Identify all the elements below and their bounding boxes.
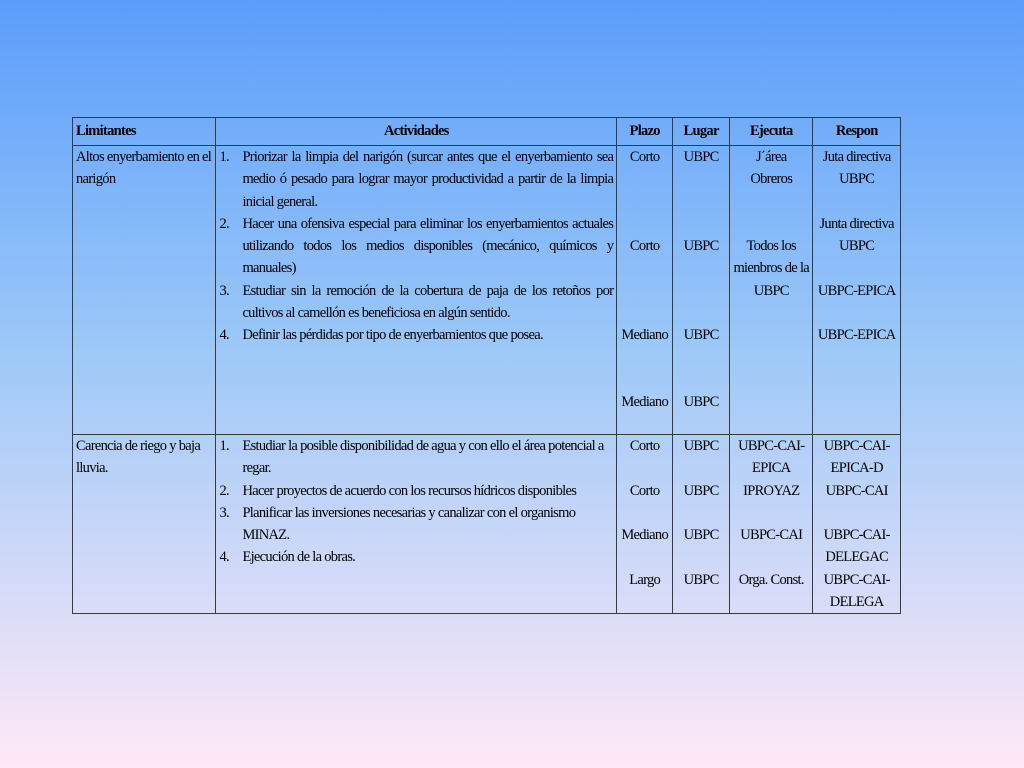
ejecuta-line: UBPC-CAI-	[738, 438, 805, 454]
lugar-line: UBPC	[683, 571, 719, 588]
actividades-cell	[216, 146, 617, 435]
activity-number: 3.	[219, 282, 229, 299]
respon-line: UBPC-CAI-	[823, 438, 890, 454]
activity-item	[219, 480, 613, 502]
table-row	[73, 435, 901, 614]
activity-item	[219, 146, 613, 213]
plazo-line	[620, 502, 669, 524]
lugar-line: UBPC	[683, 438, 719, 454]
respon-line	[816, 302, 897, 324]
lugar-line: UBPC	[683, 149, 719, 165]
respon-line: DELEGAC	[825, 549, 889, 566]
lugar-line	[676, 546, 726, 568]
respon-line: UBPC-CAI-	[823, 527, 890, 544]
ejecuta-line: mienbros de la	[733, 260, 810, 277]
lugar-line	[676, 213, 726, 235]
activity-text: Hacer proyectos de acuerdo con los recursos hídricos disponibles	[242, 482, 577, 499]
plazo-line	[620, 546, 669, 568]
respon-line: UBPC-CAI-	[823, 571, 890, 588]
plazo-line: Corto	[629, 238, 660, 255]
activity-text: Hacer una ofensiva especial para eliminar los enyerbamientos actuales utilizando todos los medios disponibles (mecánico, químicos y manuales)	[242, 215, 614, 277]
respon-line: Juta directiva	[822, 149, 891, 165]
respon-line: Junta directiva	[819, 215, 894, 232]
respon-cell	[813, 146, 901, 435]
respon-line	[816, 191, 897, 213]
ejecuta-line: J´área	[756, 149, 787, 165]
plazo-line	[620, 191, 669, 213]
plazo-line: Corto	[629, 438, 660, 454]
activity-item	[219, 324, 613, 346]
respon-line: UBPC-EPICA	[817, 282, 896, 299]
activity-item	[219, 546, 613, 568]
header-respon: Respon	[813, 118, 901, 146]
respon-line: UBPC-EPICA	[817, 327, 896, 344]
ejecuta-line: Orga. Const.	[738, 571, 804, 588]
ejecuta-line: UBPC-CAI	[740, 527, 803, 544]
lugar-cell	[673, 435, 730, 614]
lugar-line	[676, 369, 726, 391]
activity-item	[219, 502, 613, 547]
plazo-line: Largo	[629, 571, 661, 588]
header-limitantes: Limitantes	[73, 118, 216, 146]
ejecuta-line	[733, 502, 809, 524]
plazo-line	[620, 213, 669, 235]
limitante-cell: Altos enyerbamiento en el narigón	[73, 146, 216, 435]
lugar-line	[676, 257, 726, 279]
ejecuta-cell	[730, 146, 813, 435]
lugar-line	[676, 302, 726, 324]
respon-line	[816, 502, 897, 524]
lugar-line	[676, 347, 726, 369]
lugar-line	[676, 168, 726, 190]
actividades-cell	[216, 435, 617, 614]
plazo-line	[620, 257, 669, 279]
lugar-line	[676, 191, 726, 213]
respon-line: EPICA-D	[830, 460, 883, 477]
ejecuta-cell	[730, 435, 813, 614]
activity-number: 1.	[219, 149, 229, 165]
lugar-line	[676, 280, 726, 302]
ejecuta-line: EPICA	[752, 460, 791, 477]
lugar-line: UBPC	[683, 482, 719, 499]
limitante-cell: Carencia de riego y baja lluvia.	[73, 435, 216, 614]
header-row	[73, 118, 901, 146]
header-actividades: Actividades	[216, 118, 617, 146]
activity-number: 2.	[219, 482, 229, 499]
activity-number: 1.	[219, 438, 229, 454]
lugar-cell	[673, 146, 730, 435]
lugar-line: UBPC	[683, 394, 719, 411]
table-row	[73, 146, 901, 435]
plazo-line	[620, 457, 669, 479]
activity-text: Estudiar la posible disponibilidad de agua y con ello el área potencial a regar.	[242, 438, 604, 477]
respon-cell	[813, 435, 901, 614]
activity-text: Estudiar sin la remoción de la cobertura de paja de los retoños por cultivos al camellón es beneficiosa en algún sentido.	[242, 282, 614, 322]
activity-text: Definir las pérdidas por tipo de enyerbamientos que posea.	[242, 327, 543, 344]
plazo-line	[620, 168, 669, 190]
plazo-cell	[617, 435, 673, 614]
lugar-line	[676, 457, 726, 479]
activity-item	[219, 435, 613, 480]
activity-number: 3.	[219, 504, 229, 521]
plazo-line	[620, 280, 669, 302]
ejecuta-line	[733, 213, 809, 235]
activity-number: 2.	[219, 215, 229, 232]
activity-item	[219, 280, 613, 325]
respon-line: UBPC	[839, 171, 875, 188]
activity-text: Planificar las inversiones necesarias y canalizar con el organismo MINAZ.	[242, 504, 576, 544]
activity-text: Ejecución de la obras.	[242, 549, 356, 566]
header-lugar: Lugar	[673, 118, 730, 146]
ejecuta-line: Obreros	[750, 171, 793, 188]
respon-line: UBPC	[839, 238, 875, 255]
activity-number: 4.	[219, 327, 229, 344]
planning-table	[72, 117, 901, 614]
plazo-line: Corto	[629, 482, 660, 499]
plazo-line	[620, 369, 669, 391]
lugar-line: UBPC	[683, 327, 719, 344]
ejecuta-line	[733, 191, 809, 213]
header-ejecuta: Ejecuta	[730, 118, 813, 146]
plazo-line	[620, 302, 669, 324]
lugar-line	[676, 502, 726, 524]
plazo-line: Mediano	[621, 327, 669, 344]
ejecuta-line: Todos los	[746, 238, 796, 255]
plazo-line	[620, 347, 669, 369]
header-plazo: Plazo	[617, 118, 673, 146]
activity-number: 4.	[219, 549, 229, 566]
lugar-line: UBPC	[683, 238, 719, 255]
plazo-line: Mediano	[621, 527, 669, 544]
respon-line: UBPC-CAI	[825, 482, 888, 499]
ejecuta-line: UBPC	[753, 282, 789, 299]
respon-line: DELEGA	[829, 594, 884, 611]
plazo-line: Corto	[629, 149, 660, 165]
respon-line	[816, 257, 897, 279]
plazo-cell	[617, 146, 673, 435]
activity-item	[219, 213, 613, 280]
ejecuta-line: IPROYAZ	[743, 482, 800, 499]
activity-text: Priorizar la limpia del narigón (surcar antes que el enyerbamiento sea medio ó pesado para lograr mayor productividad a partir de la limpia inicial general.	[242, 149, 614, 210]
lugar-line: UBPC	[683, 527, 719, 544]
plazo-line: Mediano	[621, 394, 669, 411]
ejecuta-line	[733, 546, 809, 568]
